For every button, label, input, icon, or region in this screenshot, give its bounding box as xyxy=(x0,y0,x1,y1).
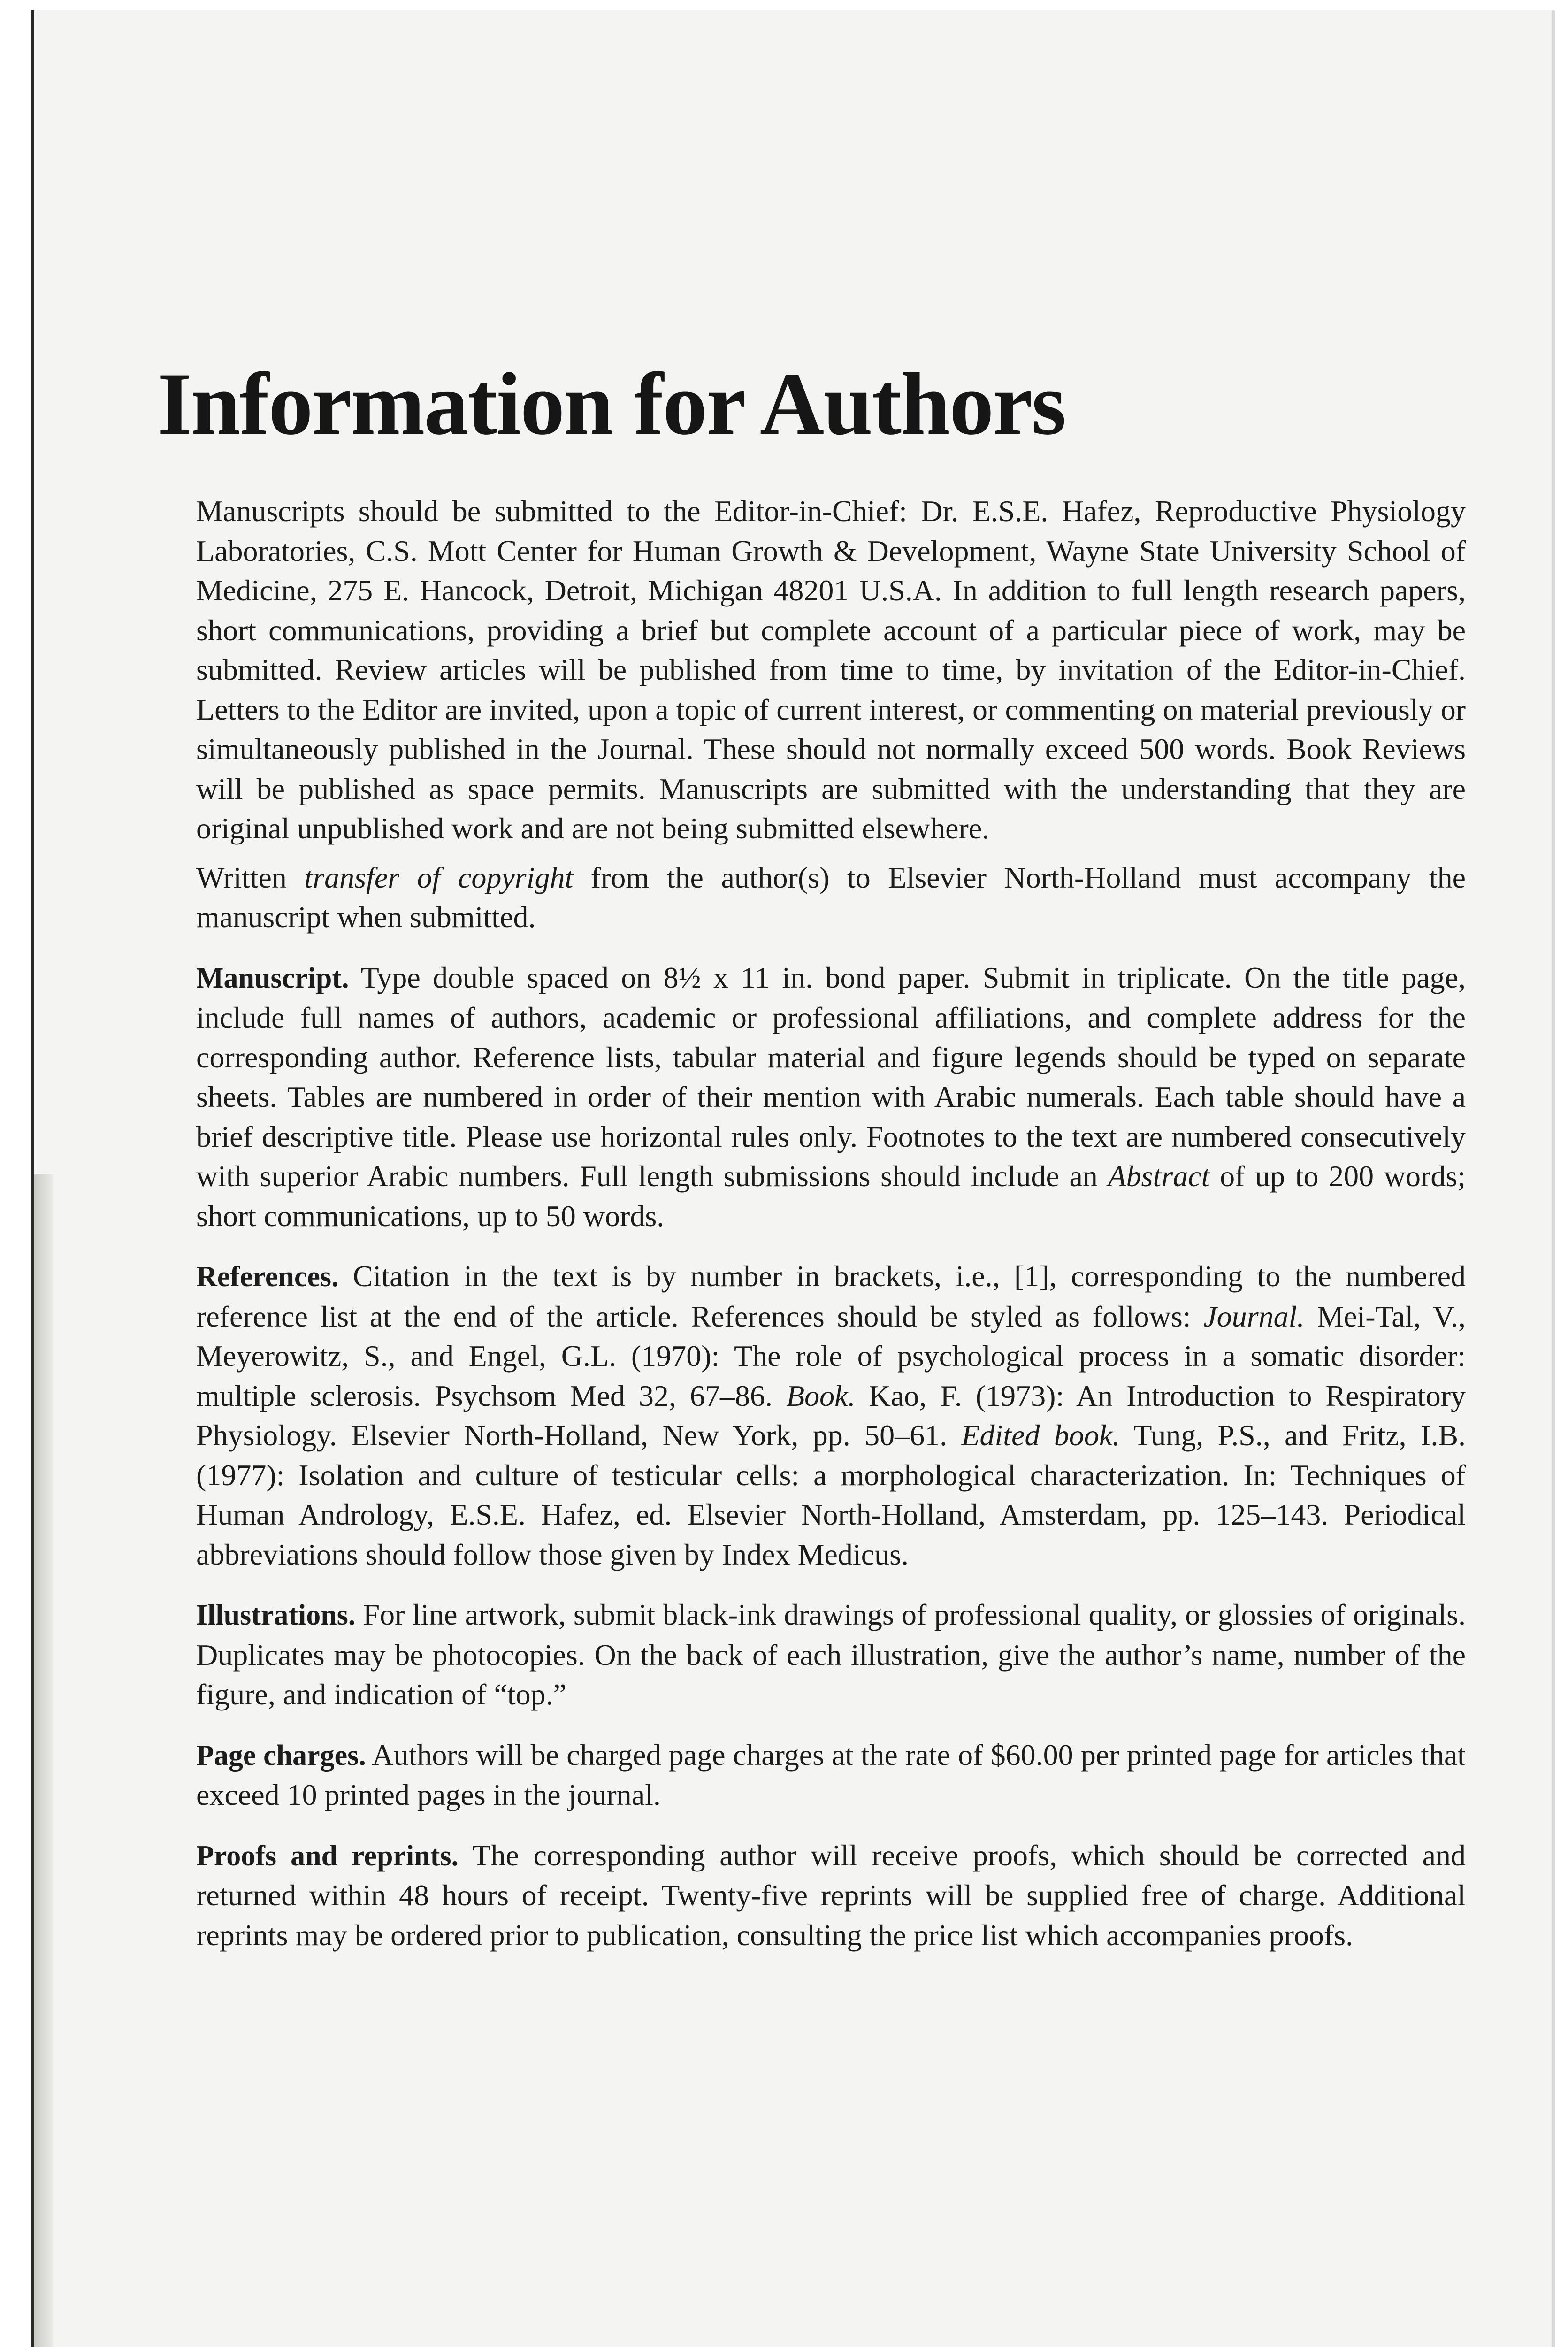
journal-emphasis: Journal. xyxy=(1203,1299,1305,1333)
page-title: Information for Authors xyxy=(157,355,1065,453)
page-charges-heading: Page charges. xyxy=(196,1739,366,1772)
document-body xyxy=(196,491,1466,1964)
copyright-emphasis: transfer of copyright xyxy=(304,860,574,894)
references-section: References. Citation in the text is by number in brackets, i.e., [1], corresponding to the numbered reference list at the end of the article. References should be styled as follows: Journal. Mei-Tal, V., Meyerowitz, S., and Engel, G.L. (1970): The role of psychological process in a somatic disorder: multiple sclerosis. Psychsom Med 32, 67–86. Book. Kao, F. (1973): An Introduction to Respiratory Physiology. Elsevier North-Holland, New York, pp. 50–61. Edited book. Tung, P.S., and Fritz, I.B. (1977): Isolation and culture of testicular cells: a morphological characterization. In: Techniques of Human Andrology, E.S.E. Hafez, ed. Elsevier North-Holland, Amsterdam, pp. 125–143. Periodical abbreviations should follow those given by Index Medicus. xyxy=(196,1259,1466,1571)
references-heading: References. xyxy=(196,1261,339,1293)
copyright-paragraph: Written transfer of copyright from the author(s) to Elsevier North-Holland must accompany the manuscript when submitted. xyxy=(196,860,1466,934)
illustrations-section: Illustrations. For line artwork, submit black-ink drawings of professional quality, or glossies of originals. Duplicates may be photocopies. On the back of each illustration, give the author’s name, number of the figure, and indication of “top.” xyxy=(196,1598,1466,1711)
proofs-heading: Proofs and reprints. xyxy=(196,1840,459,1872)
abstract-emphasis: Abstract xyxy=(1108,1159,1210,1193)
edited-book-emphasis: Edited book. xyxy=(961,1419,1120,1452)
manuscript-heading: Manuscript. xyxy=(196,962,349,994)
manuscript-section: Manuscript. Type double spaced on 8½ x 11 in. bond paper. Submit in triplicate. On the title page, include full names of authors, academic or professional affiliations, and complete address for the corresponding author. Reference lists, tabular material and figure legends should be typed on separate sheets. Tables are numbered in order of their mention with Arabic numerals. Each table should have a brief descriptive title. Please use horizontal rules only. Footnotes to the text are numbered consecutively with superior Arabic numbers. Full length submissions should include an Abstract of up to 200 words; short communications, up to 50 words. xyxy=(196,960,1466,1233)
intro-paragraph: Manuscripts should be submitted to the Editor-in-Chief: Dr. E.S.E. Hafez, Reproductive Physiology Laboratories, C.S. Mott Center for Human Growth & Development, Wayne State University School of Medicine, 275 E. Hancock, Detroit, Michigan 48201 U.S.A. In addition to full length research papers, short communications, providing a brief but complete account of a particular piece of work, may be submitted. Review articles will be published from time to time, by invitation of the Editor-in-Chief. Letters to the Editor are invited, upon a topic of current interest, or commenting on material previously or simultaneously published in the Journal. These should not normally exceed 500 words. Book Reviews will be published as space permits. Manuscripts are submitted with the understanding that they are original unpublished work and are not being submitted elsewhere. xyxy=(196,494,1466,845)
book-emphasis: Book. xyxy=(786,1379,856,1412)
page-edge-shadow xyxy=(34,1174,53,2347)
page-charges-section: Page charges. Authors will be charged page charges at the rate of $60.00 per printed page for articles that exceed 10 printed pages in the journal. xyxy=(196,1738,1466,1811)
document-page xyxy=(31,10,1555,2347)
illustrations-heading: Illustrations. xyxy=(196,1599,356,1631)
proofs-section: Proofs and reprints. The corresponding author will receive proofs, which should be corrected and returned within 48 hours of receipt. Twenty-five reprints will be supplied free of charge. Additional reprints may be ordered prior to publication, consulting the price list which accompanies proofs. xyxy=(196,1838,1466,1952)
